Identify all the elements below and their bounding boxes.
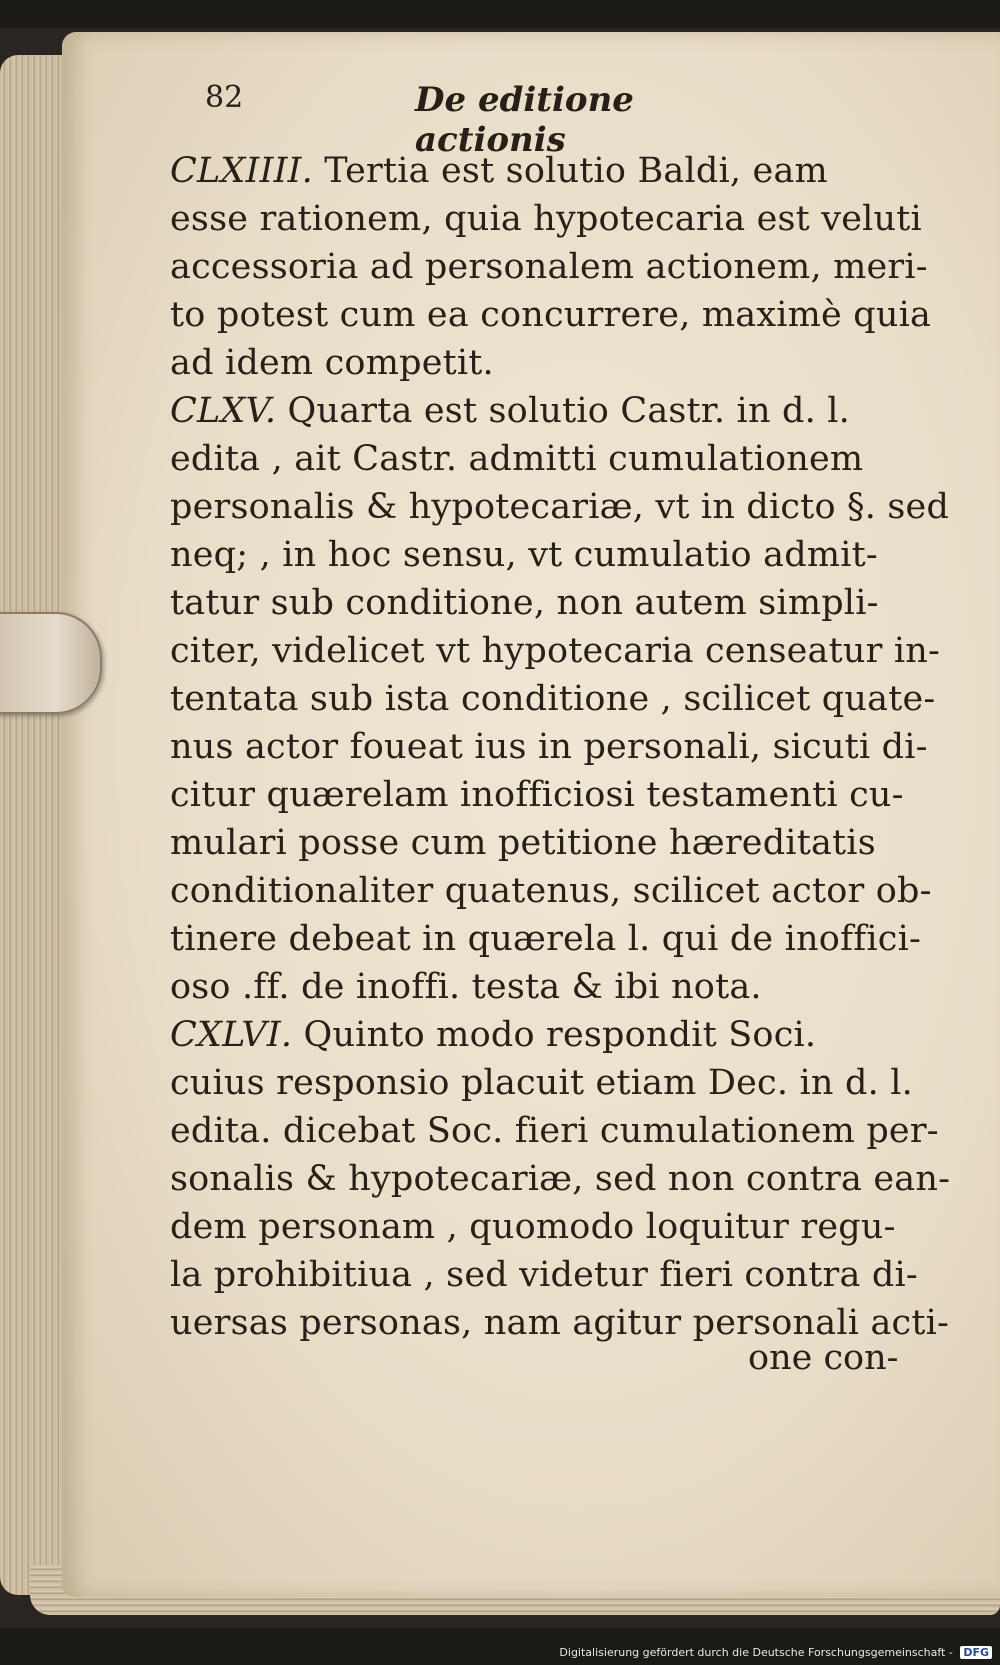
text-line [170, 772, 904, 818]
text-line [170, 436, 863, 482]
section-number: CLXIIII. [170, 151, 313, 191]
text-line [170, 388, 850, 434]
line-text: Quarta est solutio Castr. in d. l. [276, 391, 850, 431]
line-text: to potest cum ea concurrere, maximè quia [170, 295, 932, 335]
text-line [170, 628, 940, 674]
line-text: Quinto modo respondit Soci. [292, 1015, 817, 1055]
line-text: tentata sub ista conditione , scilicet quate- [170, 679, 936, 719]
text-line [170, 532, 878, 578]
text-line [170, 196, 922, 242]
line-text: mulari posse cum petitione hæreditatis [170, 823, 876, 863]
line-text: nus actor foueat ius in personali, sicuti di- [170, 727, 928, 767]
text-line [170, 964, 762, 1010]
line-text: dem personam , quomodo loquitur regu- [170, 1207, 896, 1247]
page-body [170, 148, 951, 1378]
running-title: De editione actionis [415, 80, 634, 160]
line-text: citur quærelam inofficiosi testamenti cu- [170, 775, 904, 815]
line-text: neq; , in hoc sensu, vt cumulatio admit- [170, 535, 878, 575]
text-line [170, 484, 949, 530]
text-line [170, 340, 494, 386]
book-clasp [0, 612, 102, 714]
text-line [170, 580, 879, 626]
credit-text: Digitalisierung gefördert durch die Deutsche Forschungsgemeinschaft - [559, 1646, 953, 1659]
section-number: CLXV. [170, 391, 277, 431]
text-line [170, 244, 928, 290]
line-text: uersas personas, nam agitur personali acti- [170, 1303, 950, 1343]
text-line [170, 148, 828, 194]
line-text: personalis & hypotecariæ, vt in dicto §. sed [170, 487, 950, 527]
line-text: Tertia est solutio Baldi, eam [312, 151, 828, 191]
page-header [205, 80, 745, 160]
line-text: citer, videlicet vt hypotecaria censeatur in- [170, 631, 941, 671]
text-line [170, 676, 935, 722]
text-line [170, 1156, 950, 1202]
text-line [170, 1012, 816, 1058]
text-line [170, 1252, 918, 1298]
text-line [170, 1204, 896, 1250]
section-number: CXLVI. [170, 1015, 293, 1055]
text-line [170, 916, 921, 962]
dfg-logo: DFG [960, 1646, 992, 1659]
line-text: la prohibitiua , sed videtur fieri contra di- [170, 1255, 918, 1295]
text-line [170, 724, 928, 770]
text-line [170, 292, 931, 338]
line-text: conditionaliter quatenus, scilicet actor ob- [170, 871, 932, 911]
line-text: accessoria ad personalem actionem, meri- [170, 247, 928, 287]
line-text: sonalis & hypotecariæ, sed non contra ean- [170, 1159, 951, 1199]
page-number: 82 [205, 80, 244, 115]
line-text: tinere debeat in quærela l. qui de inoffici- [170, 919, 921, 959]
line-text: oso .ff. de inoffi. testa & ibi nota. [170, 967, 762, 1007]
line-text: edita. dicebat Soc. fieri cumulationem per- [170, 1111, 939, 1151]
digitization-credit [559, 1646, 992, 1659]
text-line [170, 868, 932, 914]
line-text: tatur sub conditione, non autem simpli- [170, 583, 879, 623]
text-line [170, 1060, 913, 1106]
text-line [170, 1108, 939, 1154]
line-text: ad idem competit. [170, 343, 494, 383]
text-line [170, 820, 876, 866]
catchword: one con- [748, 1338, 899, 1378]
line-text: esse rationem, quia hypotecaria est veluti [170, 199, 922, 239]
line-text: edita , ait Castr. admitti cumulationem [170, 439, 864, 479]
line-text: cuius responsio placuit etiam Dec. in d. l. [170, 1063, 913, 1103]
